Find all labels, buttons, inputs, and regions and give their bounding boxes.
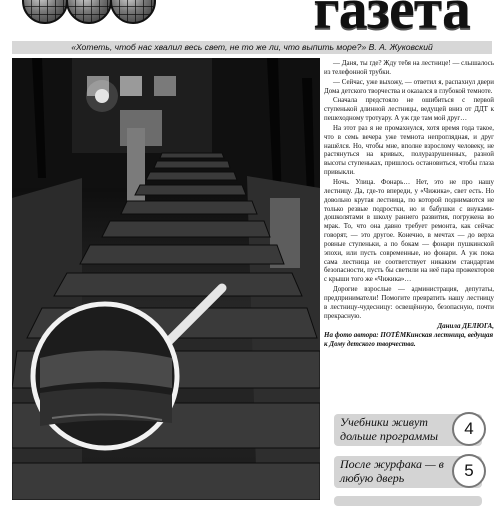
article-paragraph: Дорогие взрослые — администрация, депутаты, предприниматели! Помогите превратить нашу лестницу в лестницу-чудесницу: освещённую, безопасную, почти прекрасную.: [324, 286, 494, 320]
article-paragraph: — Сейчас, уже выхожу, — ответил я, распахнул двери Дома детского творчества и оказался в глубокой темноте.: [324, 78, 494, 95]
article-paragraph: — Даня, ты где? Жду тебя на лестнице! — слышалось из телефонной трубки.: [324, 60, 494, 76]
article-photo: [12, 58, 320, 500]
epigraph-quote: «Хотеть, чтоб нас хвалил весь свет, не то же ли, что выпить море?» В. А. Жуковский: [12, 41, 492, 54]
teaser-title: После журфака — в любую дверь: [340, 457, 444, 485]
teaser-page-number: 5: [452, 454, 486, 488]
teaser-textbooks[interactable]: [334, 414, 482, 446]
masthead: [0, 0, 500, 40]
article-paragraph: Ночь. Улица. Фонарь… Нет, это не про нашу лестницу. Да, где-то впереди, у «Чижика», свет есть. Но довольно крутая лестница, по которой поднимаются не только резвые подростки, но и бабушки с внуками-дошколятами в школу раннего развития, погружена во мрак. То, что она давно требует ремонта, как сейчас говорят, — это другое. Конечно, в мечтах — до верха ровные ступеньки, а по бокам — фонари пушкинской эпохи, или пусть современные, но фонари. А уж пока сама лестница не соответствует никаким стандартам безопасности, пусть бы светили на неё пара прожекторов с крыши того же «Чижика»…: [324, 178, 494, 284]
masthead-title: газета: [313, 0, 470, 40]
teaser-journalism[interactable]: [334, 456, 482, 488]
teaser-page-number: 4: [452, 412, 486, 446]
globe-letter-icon: [110, 0, 156, 24]
globe-letter-icon: [22, 0, 68, 24]
article-paragraph: На этот раз я не промахнулся, хотя время года такое, что в семь вечера уже темнота непроглядная, и друг нашёлся. Но, чтобы мне, вполне взрослому человеку, не растянуться на кривых, полуразрушенных, разной высоты ступеньках, пришлось остановиться, чтобы глаза привыкли.: [324, 124, 494, 177]
article-paragraph: Сначала предстояло не ошибиться с первой ступенькой длинной лестницы, ведущей вниз от ДДТ к пешеходному тротуару. А уж где там мой друг…: [324, 97, 494, 123]
photo-caption: На фото автора: ПОТЁМКинская лестница, ведущая к Дому детского творчества.: [324, 331, 494, 348]
article-body: [324, 60, 494, 382]
globe-letter-icon: [66, 0, 112, 24]
night-stairs-illustration: [12, 58, 320, 500]
teaser-title: Учебники живут дольше программы: [340, 415, 438, 443]
author-byline: Данила ДЕЛЮГА,: [437, 322, 494, 331]
teaser-partial[interactable]: [334, 496, 482, 506]
